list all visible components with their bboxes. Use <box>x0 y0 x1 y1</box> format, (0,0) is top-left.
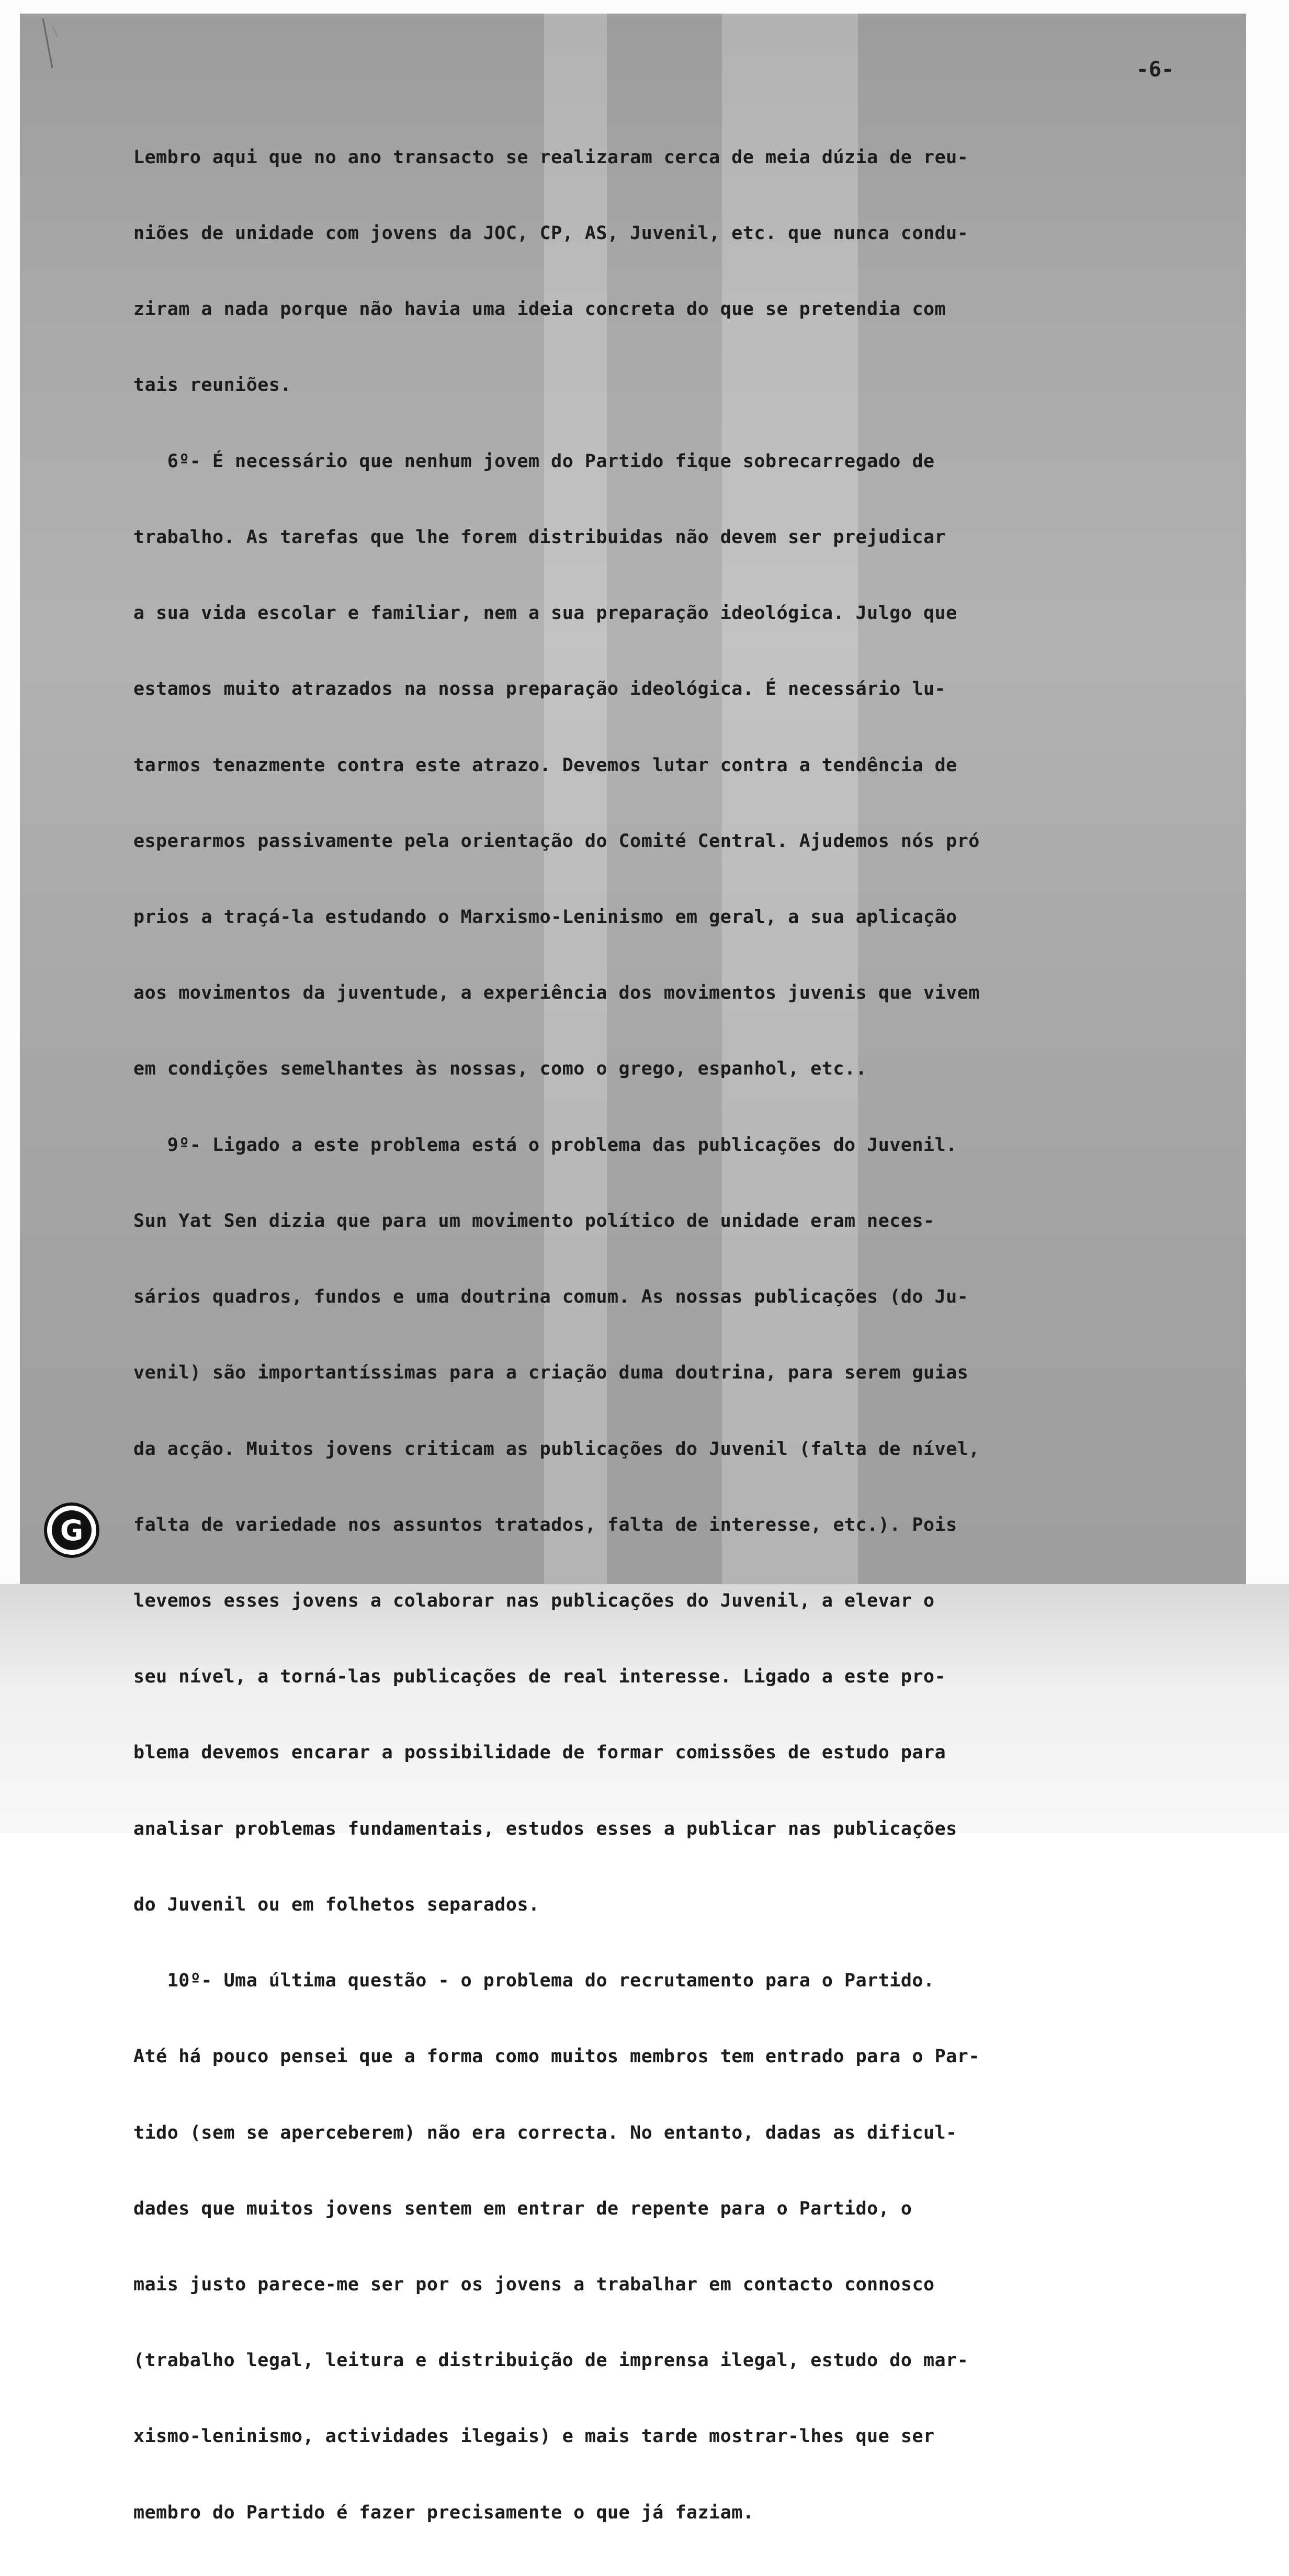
text-line: xismo-leninismo, actividades ilegais) e mais tarde mostrar-lhes que ser <box>133 2426 935 2447</box>
logo-letter: G <box>52 1510 92 1550</box>
text-line: tarmos tenazmente contra este atrazo. Devemos lutar contra a tendência de <box>133 754 957 776</box>
text-line: analisar problemas fundamentais, estudos esses a publicar nas publicações <box>133 1818 957 1839</box>
text-line: falta de variedade nos assuntos tratados, falta de interesse, etc.). Pois <box>133 1514 957 1535</box>
text-line: aos movimentos da juventude, a experiência dos movimentos juvenis que vivem <box>133 982 980 1004</box>
text-line: 10º- Uma última questão - o problema do recrutamento para o Partido. <box>133 1970 935 1992</box>
text-line: levemos esses jovens a colaborar nas publicações do Juvenil, a elevar o <box>133 1590 935 1611</box>
text-line: Lembro aqui que no ano transacto se realizaram cerca de meia dúzia de reu- <box>133 146 969 168</box>
text-line: tido (sem se aperceberem) não era correcta. No entanto, dadas as dificul- <box>133 2122 957 2143</box>
text-line: prios a traçá-la estudando o Marxismo-Leninismo em geral, a sua aplicação <box>133 907 957 928</box>
text-line: sários quadros, fundos e uma doutrina comum. As nossas publicações (do Ju- <box>133 1286 969 1308</box>
text-line: mais justo parece-me ser por os jovens a trabalhar em contacto connosco <box>133 2274 935 2295</box>
page-number: -6- <box>1136 58 1174 82</box>
archive-logo <box>44 1502 99 1558</box>
text-line: venil) são importantíssimas para a criação duma doutrina, para serem guias <box>133 1362 969 1384</box>
document-body <box>133 94 1237 2576</box>
text-line: estamos muito atrazados na nossa preparação ideológica. É necessário lu- <box>133 679 946 700</box>
text-line: 6º- É necessário que nenhum jovem do Partido fique sobrecarregado de <box>133 450 935 472</box>
text-line: membro do Partido é fazer precisamente o que já faziam. <box>133 2502 754 2523</box>
text-line: do Juvenil ou em folhetos separados. <box>133 1894 540 1915</box>
text-line: esperarmos passivamente pela orientação do Comité Central. Ajudemos nós pró <box>133 830 980 852</box>
text-line: dades que muitos jovens sentem em entrar de repente para o Partido, o <box>133 2198 912 2219</box>
text-line: da acção. Muitos jovens criticam as publicações do Juvenil (falta de nível, <box>133 1438 980 1460</box>
text-line: a sua vida escolar e familiar, nem a sua preparação ideológica. Julgo que <box>133 603 957 624</box>
text-line: 9º- Ligado a este problema está o problema das publicações do Juvenil. <box>133 1134 957 1156</box>
text-line: tais reuniões. <box>133 375 292 396</box>
text-line: em condições semelhantes às nossas, como o grego, espanhol, etc.. <box>133 1058 867 1080</box>
text-line: (trabalho legal, leitura e distribuição de imprensa ilegal, estudo do mar- <box>133 2350 969 2371</box>
text-line: ziram a nada porque não havia uma ideia concreta do que se pretendia com <box>133 299 946 320</box>
staple-mark <box>37 16 68 73</box>
text-line: Sun Yat Sen dizia que para um movimento político de unidade eram neces- <box>133 1210 935 1231</box>
text-line: Até há pouco pensei que a forma como muitos membros tem entrado para o Par- <box>133 2046 980 2067</box>
text-line: blema devemos encarar a possibilidade de formar comissões de estudo para <box>133 1742 946 1764</box>
text-line: niões de unidade com jovens da JOC, CP, AS, Juvenil, etc. que nunca condu- <box>133 223 969 244</box>
text-line: seu nível, a torná-las publicações de real interesse. Ligado a este pro- <box>133 1666 946 1688</box>
text-line: trabalho. As tarefas que lhe forem distribuidas não devem ser prejudicar <box>133 526 946 548</box>
